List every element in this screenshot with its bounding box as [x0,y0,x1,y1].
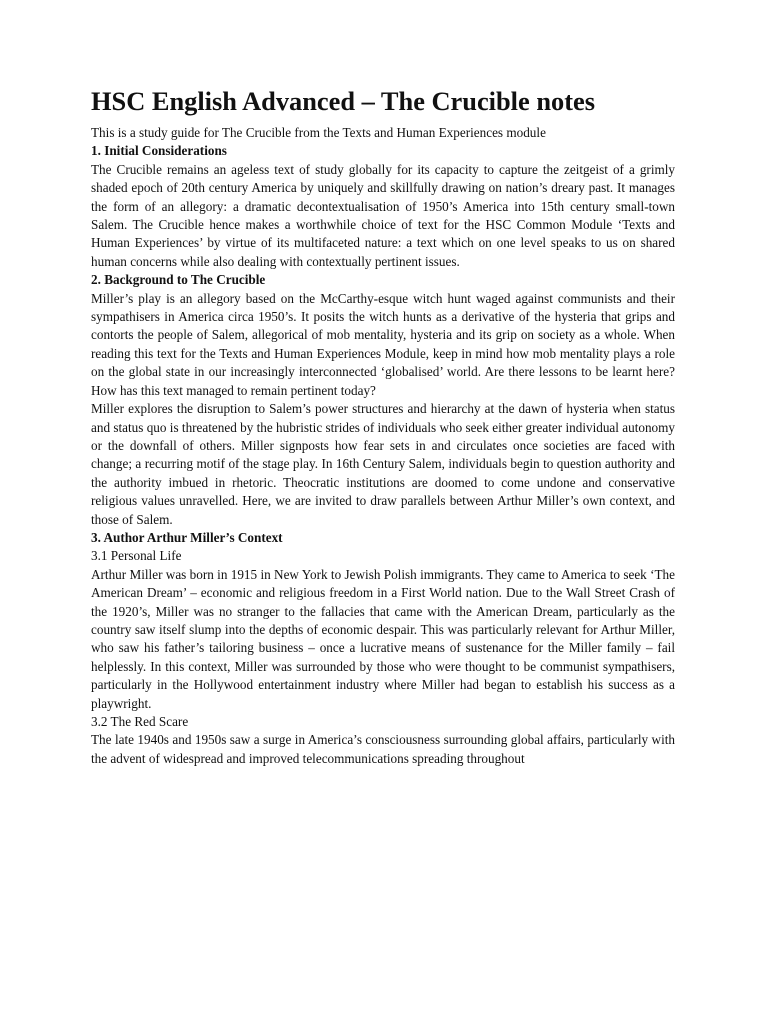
document-subtitle: This is a study guide for The Crucible from the Texts and Human Experiences module [91,125,546,140]
subsection-heading-red-scare: 3.2 The Red Scare [91,714,189,729]
section-heading-author-context: 3. Author Arthur Miller’s Context [91,529,283,545]
document-title: HSC English Advanced – The Crucible notes [91,86,595,116]
paragraph-background-2: Miller explores the disruption to Salem’s power structures and hierarchy at the dawn of hysteria when status and status quo is threatened by the hubristic strides of individuals who seek either greater individual autonomy or the downfall of others. Miller signposts how fear sets in and circulates once societies are faced with change; a recurring motif of the stage play. In 16th Century Salem, individuals begin to question authority and the authority imbued in rhetoric. Theocratic institutions are doomed to come undone and conservative religious values unravelled. Here, we are invited to draw parallels between Arthur Miller’s own context, and those of Salem. [91,401,675,527]
section-heading-background: 2. Background to The Crucible [91,272,266,288]
subsection-heading-personal-life: 3.1 Personal Life [91,548,182,564]
paragraph-background-1: Miller’s play is an allegory based on the McCarthy-esque witch hunt waged against communists and their sympathisers in America circa 1950’s. It posits the witch hunts as a derivative of the hysteria that grips and contorts the people of Salem, allegorical of mob mentality, hysteria and its grip on society as a whole. When reading this text for the Texts and Human Experiences Module, keep in mind how mob mentality plays a role on the global state in our increasingly interconnected ‘globalised’ world. Are there lessons to be learnt here? How has this text managed to remain pertinent today? [91,290,675,398]
paragraph-personal-life: Arthur Miller was born in 1915 in New York to Jewish Polish immigrants. They came to America to seek ‘The American Dream’ – economic and religious freedom in a First World nation. Due to the Wall Street Crash of the 1920’s, Miller was no stranger to the fallacies that came with the American Dream, particularly as the country saw itself slump into the depths of economic despair. This was particularly relevant for Arthur Miller, who saw his father’s tailoring business – once a lucrative means of sustenance for the Miller family – fail helplessly. In this context, Miller was surrounded by those who were thought to be communist sympathisers, particularly in the Hollywood entertainment industry where Miller had began to establish his success as a playwright. [91,566,675,711]
document-body [91,86,675,768]
paragraph-red-scare: The late 1940s and 1950s saw a surge in America’s consciousness surrounding global affairs, particularly with the advent of widespread and improved telecommunications spreading throughout [91,732,675,766]
section-heading-initial-considerations: 1. Initial Considerations [91,143,227,159]
paragraph-initial-considerations: The Crucible remains an ageless text of study globally for its capacity to capture the zeitgeist of a grimly shaded epoch of 20th century America by uniquely and skillfully drawing on nation’s dreary past. It manages the form of an allegory: a dramatic decontextualisation of 1950’s America into 15th century small-town Salem. The Crucible hence makes a worthwhile choice of text for the HSC Common Module ‘Texts and Human Experiences’ by virtue of its multifaceted nature: a text which on one level speaks to us on shared human concerns while also dealing with contextually pertinent issues. [91,161,675,269]
